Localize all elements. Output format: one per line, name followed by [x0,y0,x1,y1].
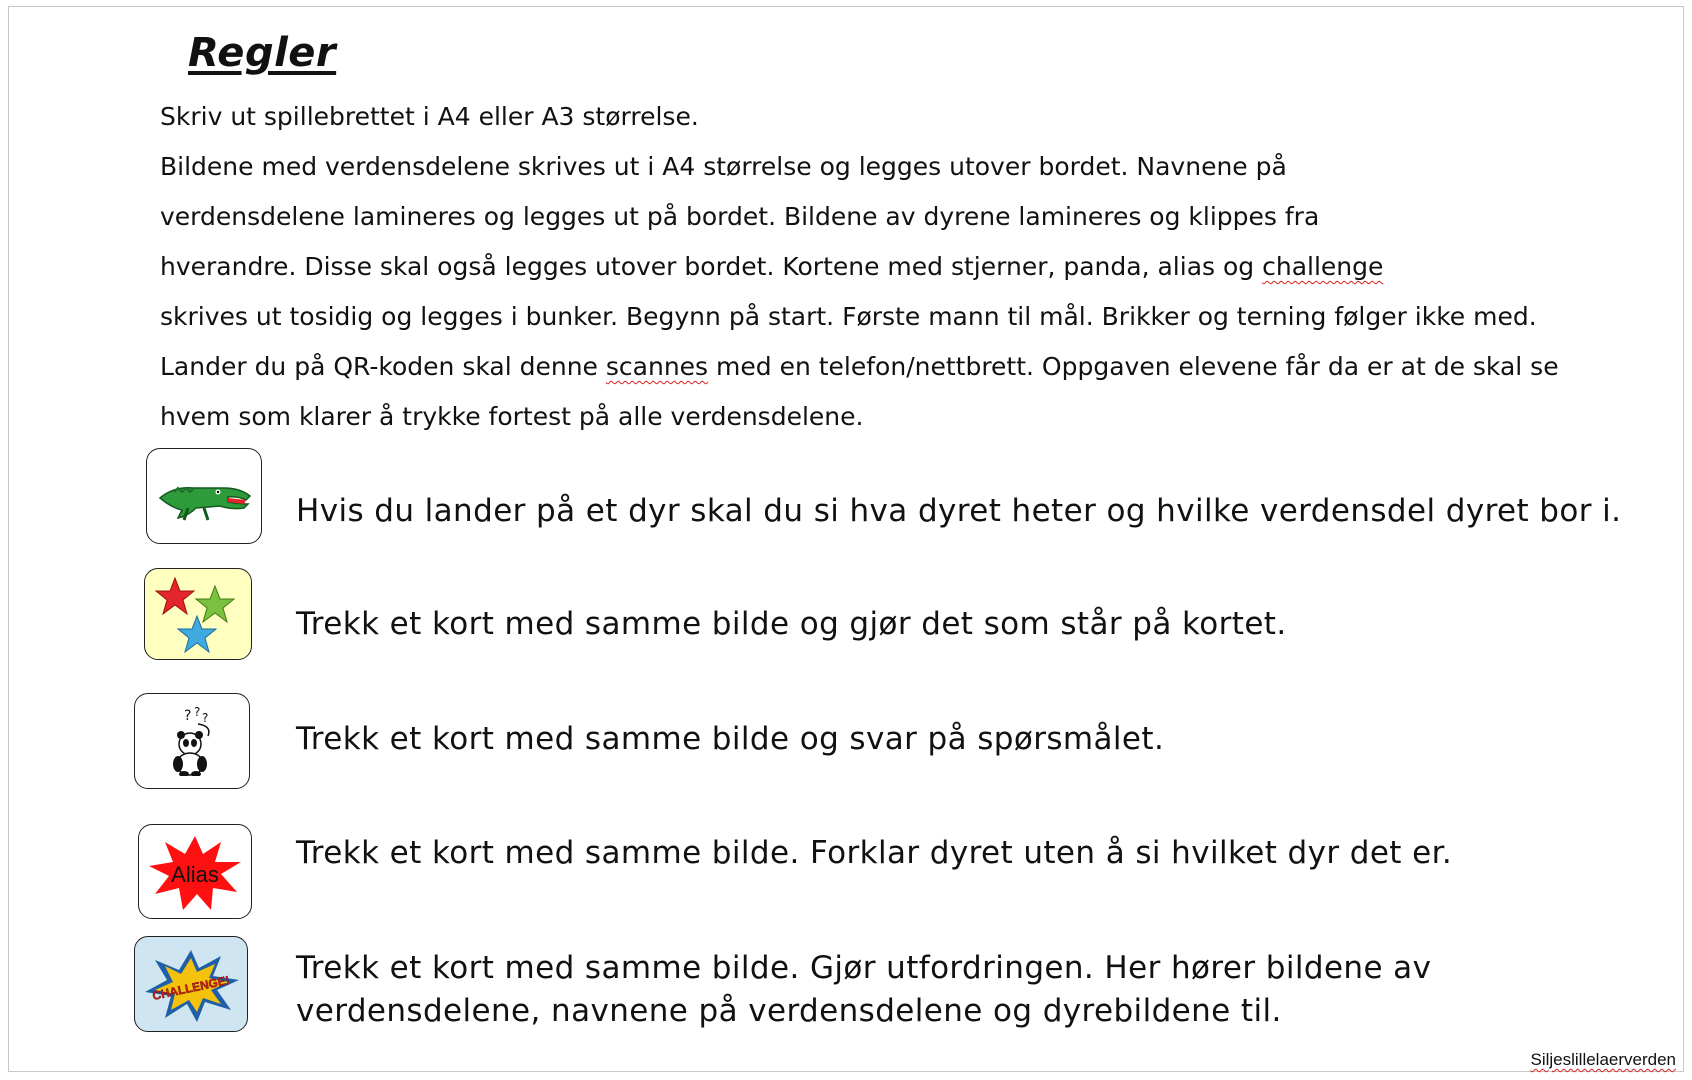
intro-line: Bildene med verdensdelene skrives ut i A4 størrelse og legges utover bordet. Navnene på [160,152,1287,181]
svg-text:?: ? [202,711,209,725]
intro-line: verdensdelene lamineres og legges ut på bordet. Bildene av dyrene lamineres og klippes fra [160,202,1320,231]
alias-icon [145,832,245,912]
rule-text-challenge [296,947,1431,1033]
intro-line-text: med en telefon/nettbrett. Oppgaven elevene får da er at de skal se [708,352,1559,381]
footer-credit: Siljeslillelaerverden [1530,1050,1676,1069]
alias-card [138,824,252,919]
rule-text-alias: Trekk et kort med samme bilde. Forklar dyret uten å si hvilket dyr det er. [296,835,1453,871]
intro-paragraph [160,92,1686,442]
rule-text-animal: Hvis du lander på et dyr skal du si hva dyret heter og hvilke verdensdel dyret bor i. [296,493,1622,529]
rule-text-panda: Trekk et kort med samme bilde og svar på spørsmålet. [296,721,1165,757]
intro-line [160,342,1686,392]
intro-line: Skriv ut spillebrettet i A4 eller A3 størrelse. [160,102,699,131]
crocodile-icon [154,466,254,526]
misspelled-word: scannes [605,352,709,381]
intro-line-text: hverandre. Disse skal også legges utover bordet. Kortene med stjerner, panda, alias og [160,252,1263,281]
crocodile-card [146,448,262,544]
svg-text:?: ? [184,708,192,724]
panda-icon [164,706,220,776]
rule-text-stars: Trekk et kort med samme bilde og gjør det som står på kortet. [296,606,1287,642]
intro-line: hvem som klarer å trykke fortest på alle verdensdelene. [160,402,864,431]
rule-text-line: verdensdelene, navnene på verdensdelene og dyrebildene til. [296,993,1282,1029]
panda-card [134,693,250,789]
alias-icon-label: Alias [171,861,219,887]
rule-text-line: Trekk et kort med samme bilde. Gjør utfordringen. Her hører bildene av [296,950,1432,986]
stars-card [144,568,252,660]
challenge-card [134,936,248,1032]
misspelled-word: challenge [1262,252,1384,281]
stars-icon [153,574,243,654]
intro-line-text: Lander du på QR-koden skal denne [160,352,606,381]
intro-line [160,242,1686,292]
challenge-icon [141,944,241,1024]
svg-text:?: ? [194,706,201,719]
intro-line: skrives ut tosidig og legges i bunker. Begynn på start. Første mann til mål. Brikker og terning følger ikke med. [160,302,1537,331]
challenge-icon-label: CHALLENGE! [151,972,231,1004]
page-title: Regler [188,30,337,76]
